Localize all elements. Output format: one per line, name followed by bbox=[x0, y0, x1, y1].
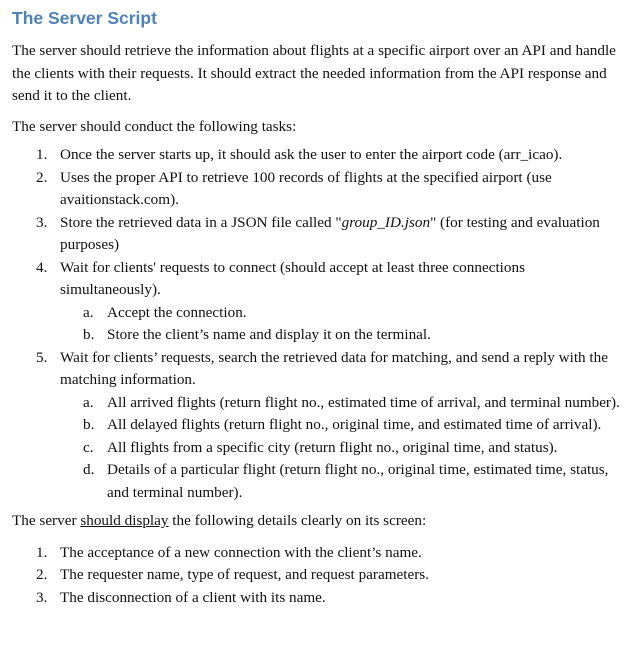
display-text: The disconnection of a client with its name. bbox=[60, 588, 326, 606]
tasks-list bbox=[12, 144, 624, 504]
display-text: The requester name, type of request, and request parameters. bbox=[60, 566, 429, 583]
subtask-item bbox=[60, 302, 624, 325]
subtask-text: All flights from a specific city (return flight no., original time, and status). bbox=[107, 438, 558, 456]
task-item bbox=[12, 347, 624, 505]
intro-paragraph: The server should retrieve the information about flights at a specific airport over an API and handle the clients with their requests. It should extract the needed information from the API response and send it to the client. bbox=[12, 42, 616, 104]
display-item bbox=[12, 587, 624, 610]
subtask-list bbox=[60, 302, 624, 347]
task-text: Uses the proper API to retrieve 100 records of flights at the specified airport (use avaitionstack.com). bbox=[60, 168, 552, 208]
subtask-text: All delayed flights (return flight no., original time, and estimated time of arrival). bbox=[107, 416, 602, 433]
task-number: 5. bbox=[36, 348, 48, 366]
subtask-letter: a. bbox=[83, 303, 94, 321]
display-item bbox=[12, 542, 624, 565]
display-number: 1. bbox=[36, 543, 48, 561]
task-text: Wait for clients’ requests, search the retrieved data for matching, and send a reply with the matching information. bbox=[60, 348, 608, 388]
subtask-item bbox=[60, 414, 624, 437]
underlined-phrase: should display bbox=[80, 512, 169, 529]
subtask-item bbox=[60, 437, 624, 460]
subtask-text: All arrived flights (return flight no., estimated time of arrival, and terminal number). bbox=[107, 393, 620, 411]
task-number: 3. bbox=[36, 213, 48, 231]
display-text: The acceptance of a new connection with the client’s name. bbox=[60, 543, 422, 561]
task-item bbox=[12, 257, 624, 347]
task-text: Once the server starts up, it should ask the user to enter the airport code (arr_icao). bbox=[60, 146, 563, 163]
subtask-list bbox=[60, 392, 624, 505]
subtask-letter: b. bbox=[83, 326, 95, 343]
subtask-letter: d. bbox=[83, 461, 95, 478]
display-item bbox=[12, 564, 624, 587]
subtask-item bbox=[60, 324, 624, 347]
task-text: Store the retrieved data in a JSON file called "group_ID.json" (for testing and evaluation purposes) bbox=[60, 213, 600, 253]
subtask-item bbox=[60, 459, 624, 504]
subtask-letter: b. bbox=[83, 416, 95, 433]
task-item bbox=[12, 212, 624, 257]
task-number: 4. bbox=[36, 258, 48, 276]
subtask-text: Store the client’s name and display it on the terminal. bbox=[107, 326, 431, 343]
json-filename: group_ID.json bbox=[341, 213, 431, 231]
subtask-item bbox=[60, 392, 624, 415]
display-number: 2. bbox=[36, 566, 48, 583]
section-title: The Server Script bbox=[12, 8, 157, 28]
display-lead: The server should display the following details clearly on its screen: bbox=[12, 512, 427, 529]
document-page bbox=[12, 0, 624, 609]
task-text: Wait for clients' requests to connect (should accept at least three connections simultaneously). bbox=[60, 258, 525, 298]
task-item bbox=[12, 167, 624, 212]
task-number: 2. bbox=[36, 168, 48, 186]
subtask-letter: a. bbox=[83, 393, 94, 411]
subtask-text: Accept the connection. bbox=[107, 303, 247, 321]
display-list bbox=[12, 542, 624, 610]
task-number: 1. bbox=[36, 146, 48, 163]
display-number: 3. bbox=[36, 588, 48, 606]
subtask-letter: c. bbox=[83, 438, 94, 456]
subtask-text: Details of a particular flight (return flight no., original time, estimated time, status, and terminal number). bbox=[107, 461, 609, 501]
task-item bbox=[12, 144, 624, 167]
tasks-lead: The server should conduct the following tasks: bbox=[12, 117, 297, 135]
